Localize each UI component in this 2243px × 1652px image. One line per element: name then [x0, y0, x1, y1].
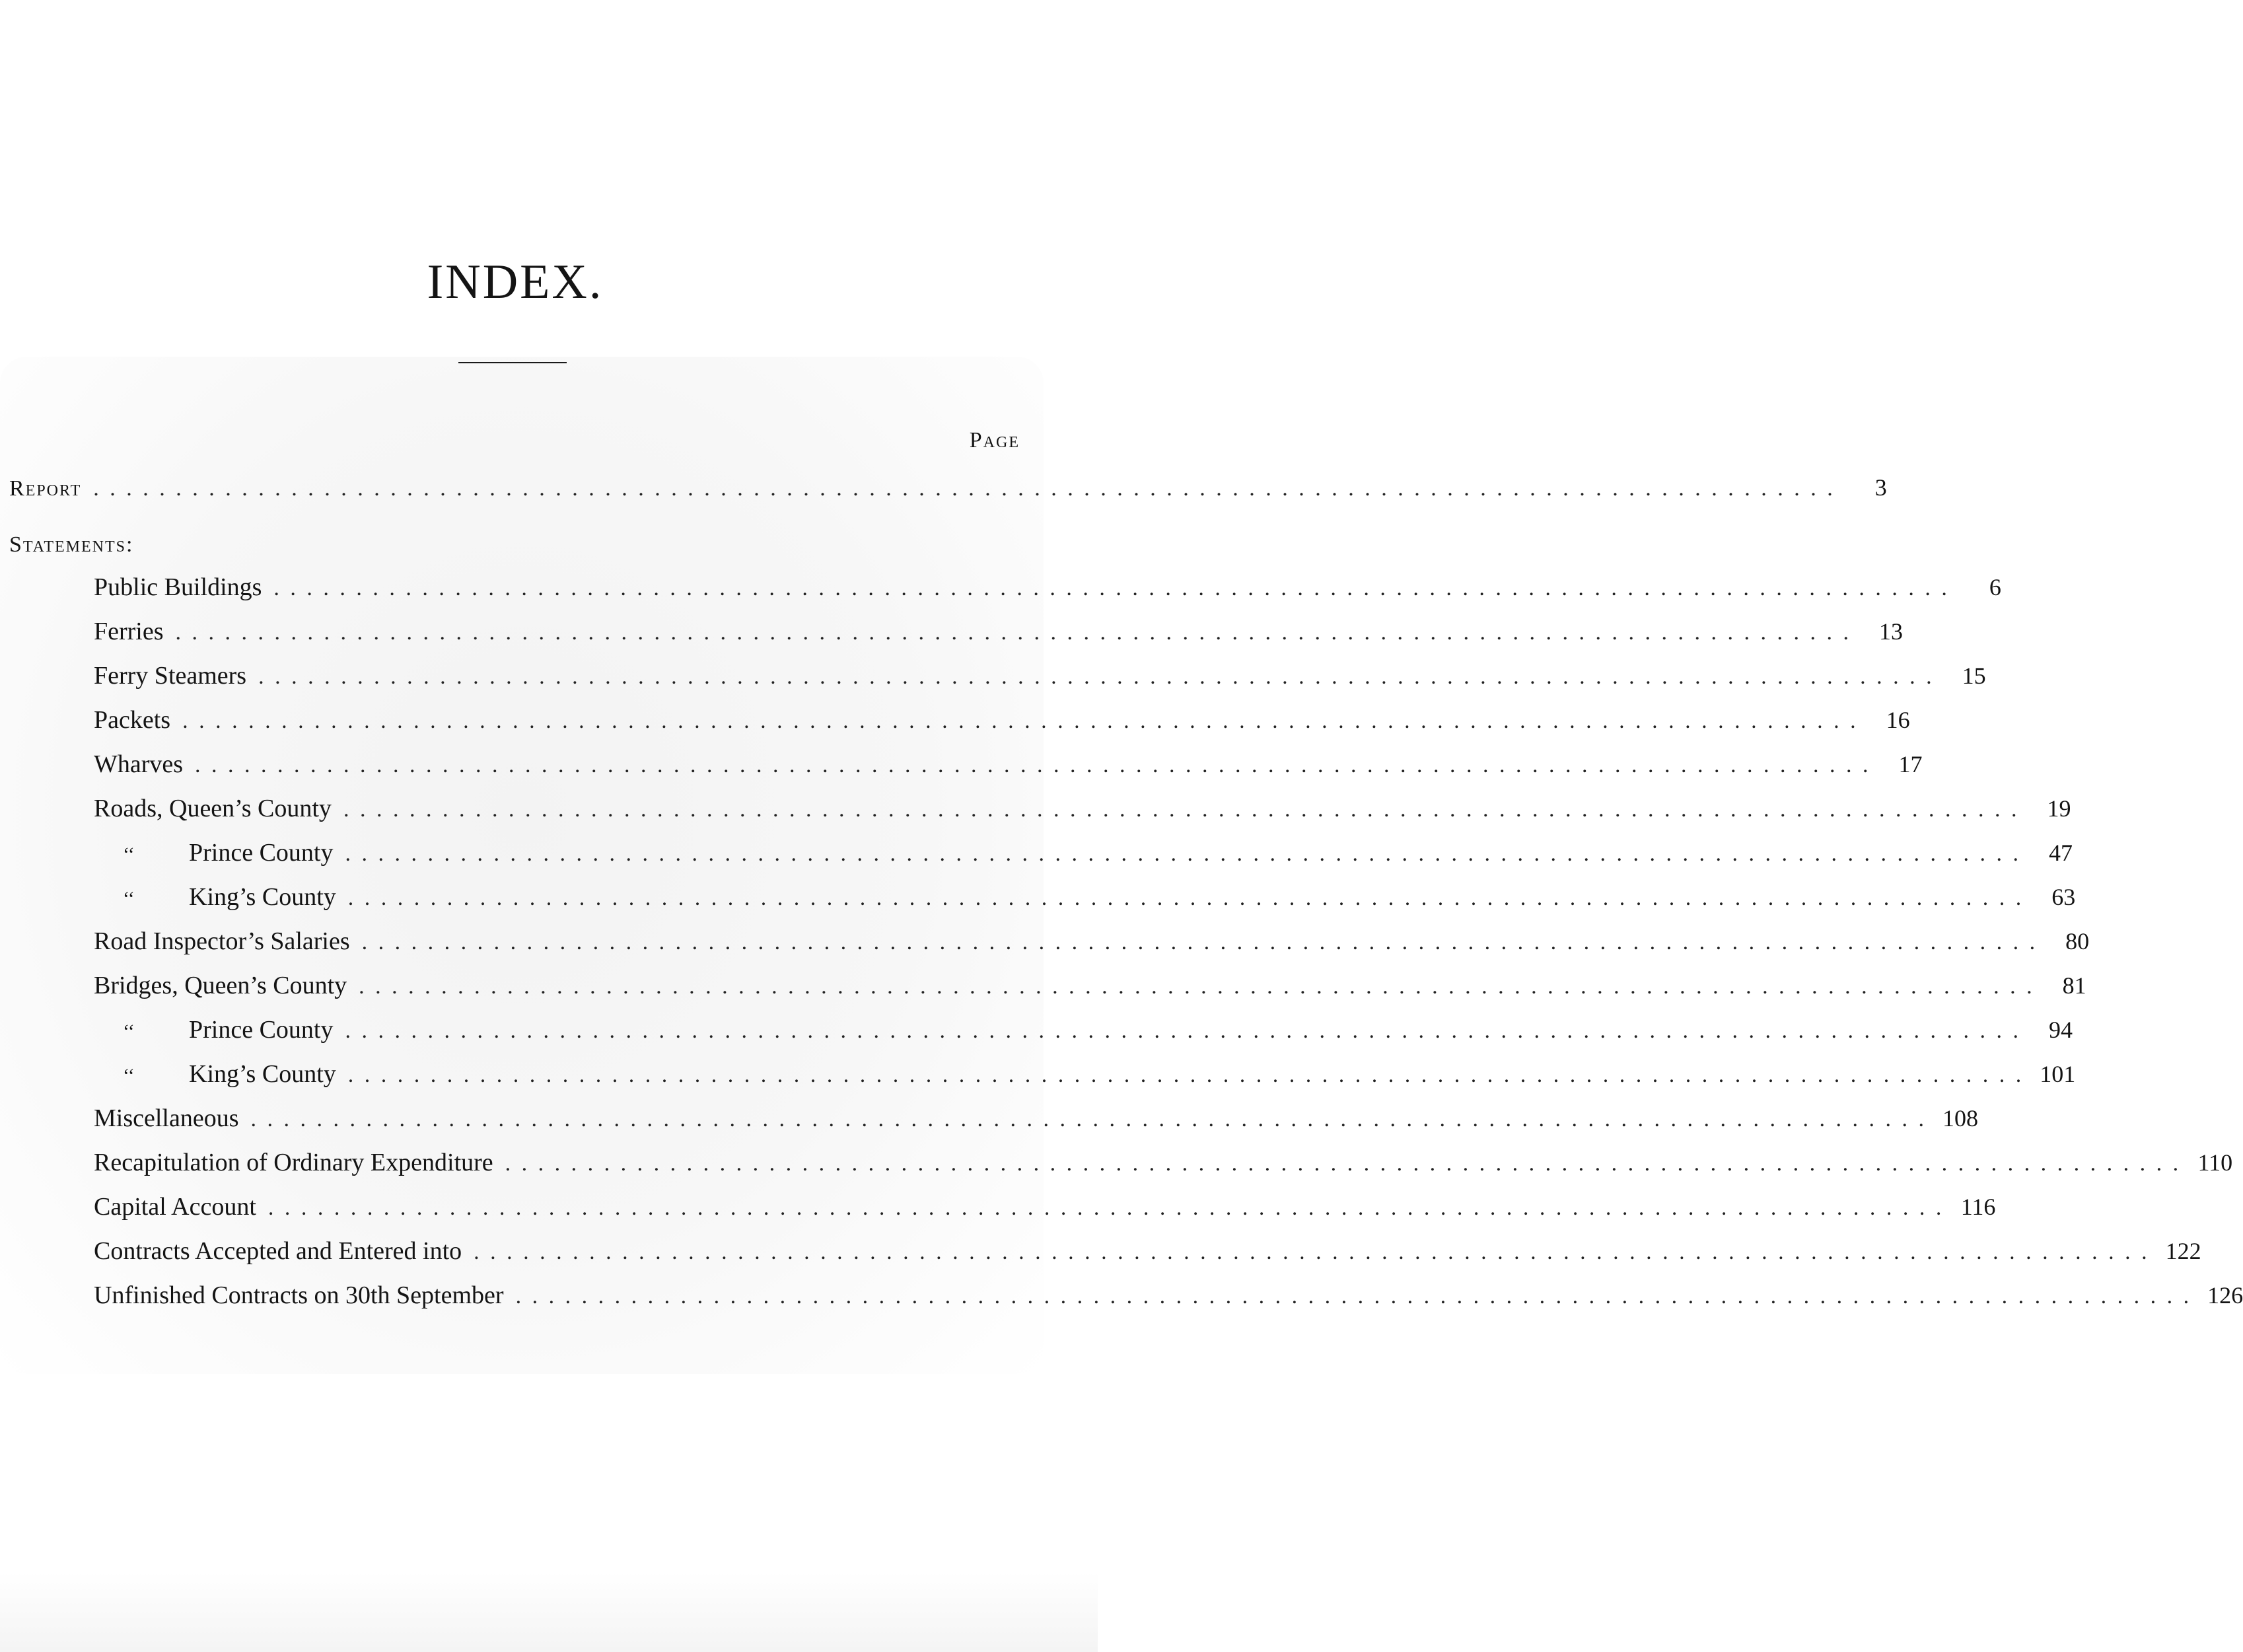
dot-leader: . . . . . . . . . . . . . . . . . . . . . . . . . . . . . . . . . . . . . . . . . . . . . . . . . . . . . . . . . . . . . . . . . . . . . . . . . . . . . . . . . . . . . . . . . . . . . . . . . . . . . .	[343, 797, 2020, 822]
dot-leader: . . . . . . . . . . . . . . . . . . . . . . . . . . . . . . . . . . . . . . . . . . . . . . . . . . . . . . . . . . . . . . . . . . . . . . . . . . . . . . . . . . . . . . . . . . . . . . . . . . . . . .	[359, 974, 2035, 999]
entry-page-number: 110	[2197, 1149, 2233, 1176]
entry-page-number: 122	[2165, 1238, 2201, 1264]
index-entry	[94, 1148, 2233, 1177]
title-rule	[458, 362, 567, 363]
ditto-mark: ‘‘	[123, 888, 135, 910]
index-entry	[94, 1281, 2243, 1310]
index-entry	[94, 1104, 1979, 1133]
entry-label-text: Ferries	[94, 618, 164, 645]
entry-label	[94, 705, 170, 735]
index-entry	[123, 1059, 2076, 1089]
index-entry	[94, 927, 2090, 956]
ditto-mark: ‘‘	[123, 1021, 135, 1042]
index-entry	[94, 573, 2001, 602]
dot-leader: . . . . . . . . . . . . . . . . . . . . . . . . . . . . . . . . . . . . . . . . . . . . . . . . . . . . . . . . . . . . . . . . . . . . . . . . . . . . . . . . . . . . . . . . . . . . . . . . . . . . . .	[474, 1240, 2150, 1264]
entry-label	[94, 1192, 256, 1221]
entry-page-number: 126	[2207, 1282, 2243, 1309]
entry-label	[94, 1104, 239, 1133]
entry-label	[94, 1237, 462, 1266]
entry-page-number: 19	[2047, 795, 2071, 822]
dot-leader: . . . . . . . . . . . . . . . . . . . . . . . . . . . . . . . . . . . . . . . . . . . . . . . . . . . . . . . . . . . . . . . . . . . . . . . . . . . . . . . . . . . . . . . . . . . . . . . . . . . . . .	[345, 1019, 2021, 1043]
entry-label-text: Recapitulation of Ordinary Expenditure	[94, 1149, 493, 1176]
entry-label	[123, 1015, 333, 1046]
entry-label	[94, 794, 332, 823]
dot-leader: . . . . . . . . . . . . . . . . . . . . . . . . . . . . . . . . . . . . . . . . . . . . . . . . . . . . . . . . . . . . . . . . . . . . . . . . . . . . . . . . . . . . . . . . . . . . . . . . . . . . . .	[273, 576, 1950, 600]
entry-label	[123, 882, 336, 914]
dot-leader: . . . . . . . . . . . . . . . . . . . . . . . . . . . . . . . . . . . . . . . . . . . . . . . . . . . . . . . . . . . . . . . . . . . . . . . . . . . . . . . . . . . . . . . . . . . . . . . . . . . . . .	[505, 1151, 2182, 1176]
entry-label-text: Bridges, Queen’s County	[94, 972, 347, 999]
entry-label	[94, 1148, 493, 1177]
ditto-mark: ‘‘	[123, 844, 135, 865]
entry-page-number: 101	[2040, 1061, 2076, 1087]
entry-page-number: 47	[2048, 840, 2073, 866]
dot-leader: . . . . . . . . . . . . . . . . . . . . . . . . . . . . . . . . . . . . . . . . . . . . . . . . . . . . . . . . . . . . . . . . . . . . . . . . . . . . . . . . . . . . . . . . . . . . . . . . . . . . . .	[347, 886, 2024, 910]
entry-label-text: King’s County	[189, 1060, 336, 1088]
dot-leader: . . . . . . . . . . . . . . . . . . . . . . . . . . . . . . . . . . . . . . . . . . . . . . . . . . . . . . . . . . . . . . . . . . . . . . . . . . . . . . . . . . . . . . . . . . . . . . . . . . . . . . . . . .	[93, 476, 1835, 501]
dot-leader: . . . . . . . . . . . . . . . . . . . . . . . . . . . . . . . . . . . . . . . . . . . . . . . . . . . . . . . . . . . . . . . . . . . . . . . . . . . . . . . . . . . . . . . . . . . . . . . . . . . . . .	[515, 1284, 2192, 1309]
dot-leader: . . . . . . . . . . . . . . . . . . . . . . . . . . . . . . . . . . . . . . . . . . . . . . . . . . . . . . . . . . . . . . . . . . . . . . . . . . . . . . . . . . . . . . . . . . . . . . . . . . . . . .	[195, 753, 1871, 777]
entry-label-text: Contracts Accepted and Entered into	[94, 1237, 462, 1265]
index-entry	[123, 882, 2076, 912]
entry-page-number: 17	[1898, 751, 1923, 777]
entry-page-number: 108	[1942, 1105, 1979, 1131]
index-entry	[94, 794, 2071, 823]
entry-label	[94, 573, 262, 602]
index-entry	[94, 750, 1923, 779]
dot-leader: . . . . . . . . . . . . . . . . . . . . . . . . . . . . . . . . . . . . . . . . . . . . . . . . . . . . . . . . . . . . . . . . . . . . . . . . . . . . . . . . . . . . . . . . . . . . . . . . . . . . . .	[258, 664, 1935, 689]
entry-label	[94, 750, 183, 779]
entry-label-text: Prince County	[189, 1016, 334, 1044]
entry-label-text: Ferry Steamers	[94, 662, 247, 690]
dot-leader: . . . . . . . . . . . . . . . . . . . . . . . . . . . . . . . . . . . . . . . . . . . . . . . . . . . . . . . . . . . . . . . . . . . . . . . . . . . . . . . . . . . . . . . . . . . . . . . . . . . . . .	[250, 1107, 1927, 1131]
ditto-mark: ‘‘	[123, 1065, 135, 1087]
entry-page-number: 3	[1874, 474, 1887, 501]
entry-label	[94, 661, 246, 690]
entry-page-number: 94	[2048, 1017, 2073, 1043]
statements-heading: Statements:	[9, 532, 134, 557]
entry-page-number: 15	[1962, 663, 1986, 689]
paper-background-bottom	[0, 1572, 1098, 1652]
entry-label	[94, 617, 164, 646]
index-entry	[123, 1015, 2073, 1044]
entry-page-number: 13	[1879, 618, 1904, 645]
entry-page-number: 80	[2065, 928, 2090, 954]
entry-label-text: Wharves	[94, 750, 184, 778]
entry-label-text: Public Buildings	[94, 573, 262, 601]
index-entry	[94, 705, 1910, 735]
dot-leader: . . . . . . . . . . . . . . . . . . . . . . . . . . . . . . . . . . . . . . . . . . . . . . . . . . . . . . . . . . . . . . . . . . . . . . . . . . . . . . . . . . . . . . . . . . . . . . . . . . . . . .	[361, 930, 2038, 954]
entry-label	[123, 838, 333, 869]
entry-label	[94, 927, 350, 956]
entry-label-text: King’s County	[189, 883, 336, 911]
entry-label-text: Roads, Queen’s County	[94, 795, 332, 822]
entry-label-text: Unfinished Contracts on 30th September	[94, 1281, 504, 1309]
index-entry	[123, 838, 2073, 867]
entry-label	[94, 1281, 504, 1310]
entry-label-text: Miscellaneous	[94, 1104, 239, 1132]
entry-label-text: Prince County	[189, 839, 334, 867]
entry-page-number: 63	[2051, 884, 2076, 910]
dot-leader: . . . . . . . . . . . . . . . . . . . . . . . . . . . . . . . . . . . . . . . . . . . . . . . . . . . . . . . . . . . . . . . . . . . . . . . . . . . . . . . . . . . . . . . . . . . . . . . . . . . . . .	[347, 1063, 2024, 1087]
page-title: INDEX.	[427, 255, 604, 309]
dot-leader: . . . . . . . . . . . . . . . . . . . . . . . . . . . . . . . . . . . . . . . . . . . . . . . . . . . . . . . . . . . . . . . . . . . . . . . . . . . . . . . . . . . . . . . . . . . . . . . . . . . . . .	[175, 620, 1852, 645]
index-entry-report	[9, 473, 1887, 502]
entry-page-number: 6	[1989, 574, 2001, 600]
entry-label-text: Packets	[94, 706, 171, 734]
entry-page-number: 116	[1960, 1194, 1996, 1220]
index-entry	[94, 1237, 2201, 1266]
dot-leader: . . . . . . . . . . . . . . . . . . . . . . . . . . . . . . . . . . . . . . . . . . . . . . . . . . . . . . . . . . . . . . . . . . . . . . . . . . . . . . . . . . . . . . . . . . . . . . . . . . . . . .	[267, 1196, 1944, 1220]
entry-label: Report	[9, 476, 82, 501]
dot-leader: . . . . . . . . . . . . . . . . . . . . . . . . . . . . . . . . . . . . . . . . . . . . . . . . . . . . . . . . . . . . . . . . . . . . . . . . . . . . . . . . . . . . . . . . . . . . . . . . . . . . . .	[182, 709, 1859, 733]
entry-page-number: 81	[2062, 972, 2086, 999]
entry-page-number: 16	[1886, 707, 1910, 733]
index-entry	[94, 1192, 1996, 1221]
index-entry	[94, 971, 2086, 1000]
index-entry	[94, 661, 1986, 690]
entry-label	[123, 1059, 336, 1091]
index-entry	[94, 617, 1904, 646]
entry-label-text: Capital Account	[94, 1193, 256, 1221]
dot-leader: . . . . . . . . . . . . . . . . . . . . . . . . . . . . . . . . . . . . . . . . . . . . . . . . . . . . . . . . . . . . . . . . . . . . . . . . . . . . . . . . . . . . . . . . . . . . . . . . . . . . . .	[345, 842, 2021, 866]
entry-label-text: Road Inspector’s Salaries	[94, 927, 350, 955]
page-column-header: Page	[969, 428, 1020, 452]
entry-label	[94, 971, 347, 1000]
